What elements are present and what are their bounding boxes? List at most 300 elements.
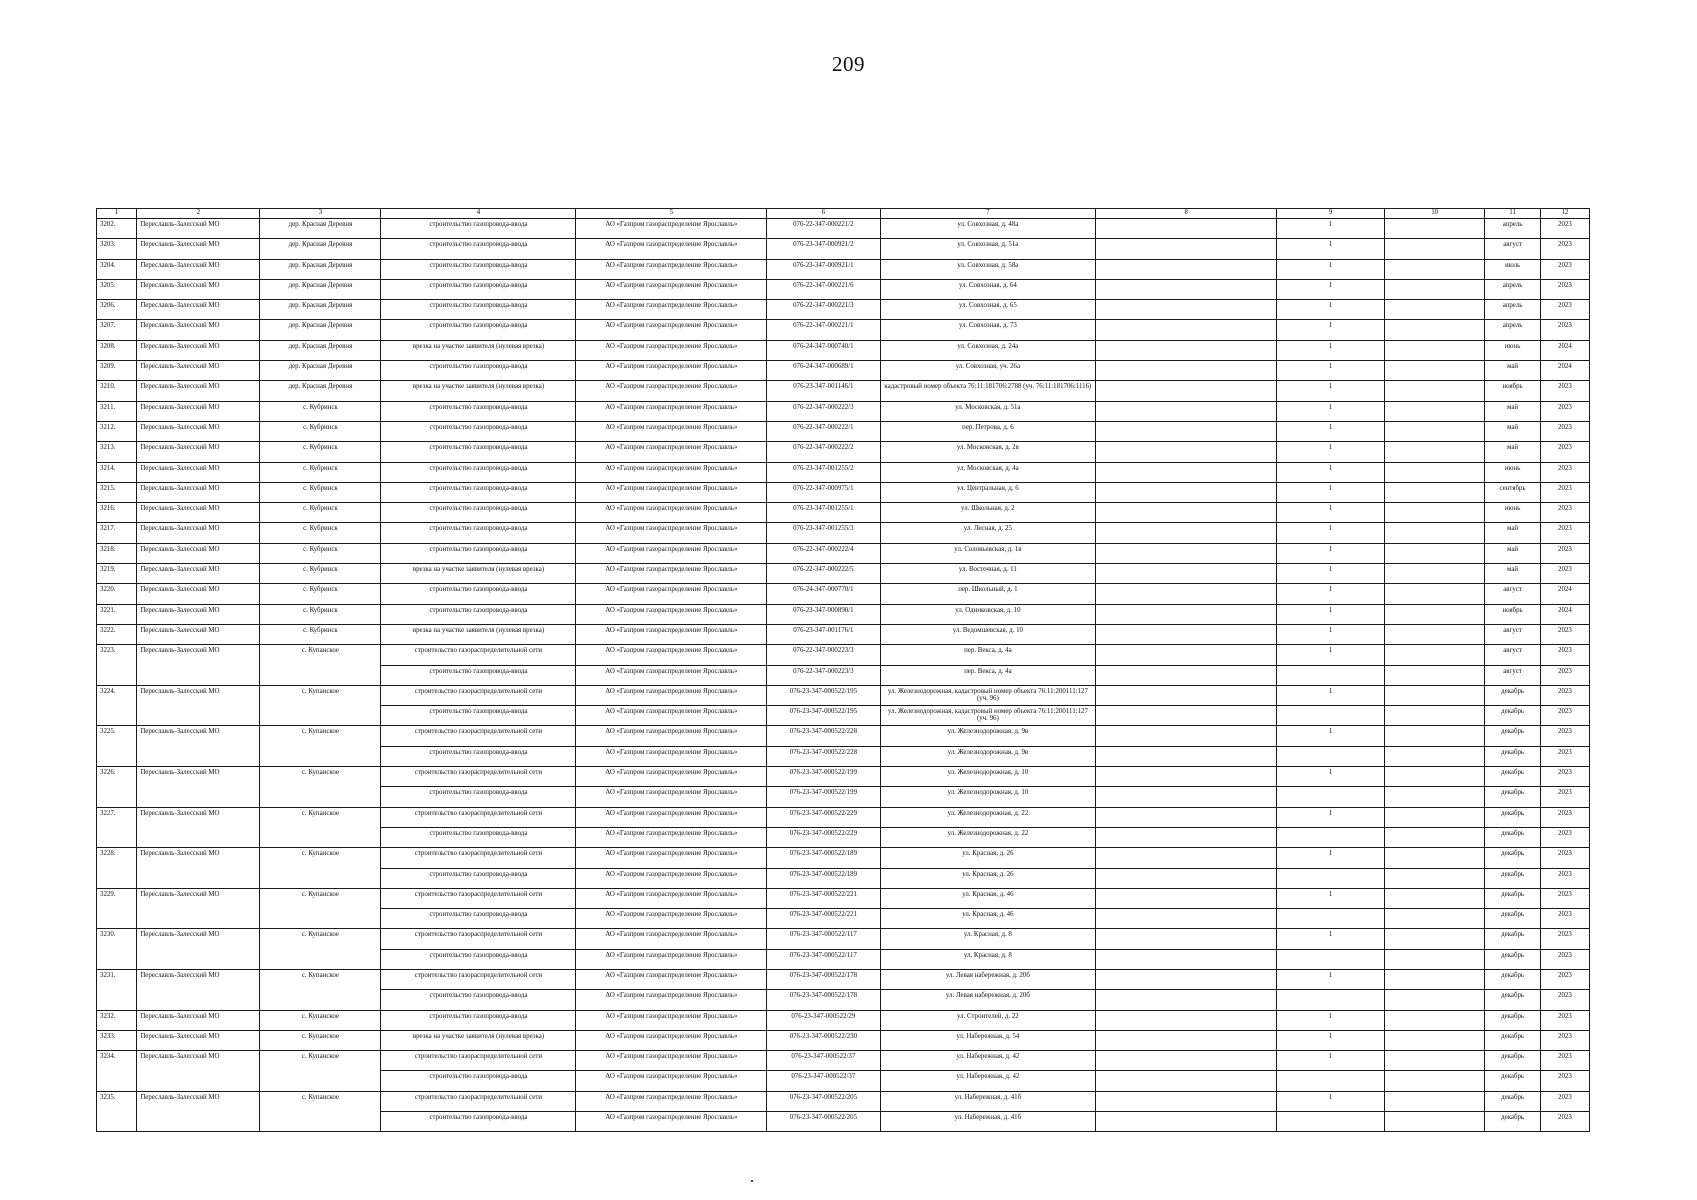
year: 2023 — [1540, 279, 1589, 299]
month: май — [1485, 421, 1541, 441]
document-number: 076-23-347-000522/189 — [767, 848, 880, 868]
document-number: 076-22-347-000223/3 — [767, 665, 880, 685]
quantity — [1277, 1112, 1385, 1132]
column-8-cell — [1096, 665, 1277, 685]
document-number: 076-22-347-000222/4 — [767, 543, 880, 563]
organization: АО «Газпром газораспределение Ярославль» — [576, 320, 767, 340]
year: 2023 — [1540, 868, 1589, 888]
organization: АО «Газпром газораспределение Ярославль» — [576, 909, 767, 929]
column-10-cell — [1385, 888, 1485, 908]
work-type: строительство газопровода-ввода — [381, 787, 576, 807]
month: сентябрь — [1485, 482, 1541, 502]
organization: АО «Газпром газораспределение Ярославль» — [576, 1112, 767, 1132]
document-number: 076-22-347-000222/3 — [767, 401, 880, 421]
column-header: 11 — [1485, 209, 1541, 219]
entry-number: 3233. — [97, 1030, 137, 1050]
quantity: 1 — [1277, 401, 1385, 421]
address: пер. Школьный, д. 1 — [880, 584, 1096, 604]
work-type: строительство газопровода-ввода — [381, 543, 576, 563]
settlement: дер. Красная Деревня — [260, 300, 381, 320]
column-10-cell — [1385, 604, 1485, 624]
month: декабрь — [1485, 746, 1541, 766]
table-row — [97, 1010, 1590, 1030]
column-8-cell — [1096, 523, 1277, 543]
quantity: 1 — [1277, 442, 1385, 462]
month: июнь — [1485, 340, 1541, 360]
settlement: с. Купанское — [260, 767, 381, 808]
quantity: 1 — [1277, 259, 1385, 279]
address: ул. Красная, д. 26 — [880, 848, 1096, 868]
month: декабрь — [1485, 807, 1541, 827]
quantity: 1 — [1277, 685, 1385, 705]
settlement: с. Купанское — [260, 1051, 381, 1092]
month: август — [1485, 624, 1541, 644]
year: 2023 — [1540, 909, 1589, 929]
organization: АО «Газпром газораспределение Ярославль» — [576, 381, 767, 401]
column-8-cell — [1096, 482, 1277, 502]
year: 2023 — [1540, 1071, 1589, 1091]
organization: АО «Газпром газораспределение Ярославль» — [576, 665, 767, 685]
work-type: врезка на участке заявителя (нулевая врезка) — [381, 624, 576, 644]
month: декабрь — [1485, 1091, 1541, 1111]
table-row — [97, 624, 1590, 644]
municipality: Переславль-Залесский МО — [137, 807, 260, 848]
municipality: Переславль-Залесский МО — [137, 969, 260, 1010]
table-row — [97, 300, 1590, 320]
year: 2023 — [1540, 787, 1589, 807]
column-8-cell — [1096, 990, 1277, 1010]
address: ул. Железнодорожная, д. 9в — [880, 726, 1096, 746]
settlement: дер. Красная Деревня — [260, 219, 381, 239]
column-10-cell — [1385, 543, 1485, 563]
column-10-cell — [1385, 320, 1485, 340]
organization: АО «Газпром газораспределение Ярославль» — [576, 645, 767, 665]
settlement: с. Купанское — [260, 848, 381, 889]
document-number: 076-23-347-000522/178 — [767, 990, 880, 1010]
month: декабрь — [1485, 969, 1541, 989]
document-number: 076-23-347-000522/230 — [767, 1030, 880, 1050]
document-number: 076-23-347-000921/2 — [767, 239, 880, 259]
column-10-cell — [1385, 726, 1485, 746]
column-8-cell — [1096, 442, 1277, 462]
municipality: Переславль-Залесский МО — [137, 523, 260, 543]
column-10-cell — [1385, 685, 1485, 705]
quantity — [1277, 1071, 1385, 1091]
municipality: Переславль-Залесский МО — [137, 279, 260, 299]
column-8-cell — [1096, 868, 1277, 888]
settlement: с. Купанское — [260, 969, 381, 1010]
column-8-cell — [1096, 584, 1277, 604]
work-type: строительство газопровода-ввода — [381, 949, 576, 969]
month: декабрь — [1485, 1071, 1541, 1091]
month: май — [1485, 442, 1541, 462]
municipality: Переславль-Залесский МО — [137, 604, 260, 624]
table-row — [97, 340, 1590, 360]
year: 2023 — [1540, 401, 1589, 421]
column-8-cell — [1096, 340, 1277, 360]
column-10-cell — [1385, 239, 1485, 259]
quantity: 1 — [1277, 523, 1385, 543]
column-10-cell — [1385, 868, 1485, 888]
address: ул. Железнодорожная, д. 9в — [880, 746, 1096, 766]
municipality: Переславль-Залесский МО — [137, 482, 260, 502]
document-number: 076-23-347-000522/117 — [767, 949, 880, 969]
table-row — [97, 482, 1590, 502]
address: ул. Красная, д. 46 — [880, 909, 1096, 929]
year: 2023 — [1540, 807, 1589, 827]
work-type: строительство газопровода-ввода — [381, 259, 576, 279]
column-header: 9 — [1277, 209, 1385, 219]
settlement: с. Кубринск — [260, 604, 381, 624]
work-type: строительство газопровода-ввода — [381, 990, 576, 1010]
organization: АО «Газпром газораспределение Ярославль» — [576, 239, 767, 259]
address: ул. Красная, д. 8 — [880, 929, 1096, 949]
address: ул. Восточная, д. 11 — [880, 564, 1096, 584]
month: декабрь — [1485, 1051, 1541, 1071]
settlement: с. Купанское — [260, 645, 381, 686]
year: 2023 — [1540, 219, 1589, 239]
settlement: с. Кубринск — [260, 482, 381, 502]
document-number: 076-23-347-000890/1 — [767, 604, 880, 624]
year: 2023 — [1540, 543, 1589, 563]
year: 2023 — [1540, 1051, 1589, 1071]
column-8-cell — [1096, 300, 1277, 320]
organization: АО «Газпром газораспределение Ярославль» — [576, 949, 767, 969]
quantity — [1277, 665, 1385, 685]
document-number: 076-23-347-000921/1 — [767, 259, 880, 279]
column-10-cell — [1385, 381, 1485, 401]
month: апрель — [1485, 320, 1541, 340]
address: ул. Совхозная, д. 64 — [880, 279, 1096, 299]
quantity: 1 — [1277, 807, 1385, 827]
year: 2023 — [1540, 1112, 1589, 1132]
column-8-cell — [1096, 746, 1277, 766]
address: ул. Совхозная, д. 51а — [880, 239, 1096, 259]
work-type: строительство газопровода-ввода — [381, 584, 576, 604]
municipality: Переславль-Залесский МО — [137, 300, 260, 320]
quantity — [1277, 990, 1385, 1010]
table-row — [97, 361, 1590, 381]
page-number: 209 — [832, 52, 865, 76]
entry-number: 3227. — [97, 807, 137, 848]
work-type: врезка на участке заявителя (нулевая врезка) — [381, 1030, 576, 1050]
address: ул. Набережная, д. 41б — [880, 1091, 1096, 1111]
address: ул. Набережная, д. 42 — [880, 1071, 1096, 1091]
column-8-cell — [1096, 706, 1277, 726]
municipality: Переславль-Залесский МО — [137, 685, 260, 726]
year: 2024 — [1540, 361, 1589, 381]
column-number-row — [97, 209, 1590, 219]
month: июнь — [1485, 462, 1541, 482]
column-8-cell — [1096, 543, 1277, 563]
document-number: 076-22-347-000222/1 — [767, 421, 880, 441]
quantity: 1 — [1277, 361, 1385, 381]
column-8-cell — [1096, 401, 1277, 421]
column-10-cell — [1385, 848, 1485, 868]
table-row — [97, 645, 1590, 665]
document-number: 076-23-347-000522/199 — [767, 787, 880, 807]
year: 2023 — [1540, 767, 1589, 787]
municipality: Переславль-Залесский МО — [137, 645, 260, 686]
address: ул. Ведомшевская, д. 10 — [880, 624, 1096, 644]
quantity: 1 — [1277, 381, 1385, 401]
organization: АО «Газпром газораспределение Ярославль» — [576, 259, 767, 279]
year: 2023 — [1540, 381, 1589, 401]
table-row — [97, 239, 1590, 259]
column-8-cell — [1096, 726, 1277, 746]
quantity: 1 — [1277, 219, 1385, 239]
entry-number: 3221. — [97, 604, 137, 624]
organization: АО «Газпром газораспределение Ярославль» — [576, 543, 767, 563]
quantity — [1277, 787, 1385, 807]
month: декабрь — [1485, 1112, 1541, 1132]
year: 2023 — [1540, 848, 1589, 868]
settlement: дер. Красная Деревня — [260, 340, 381, 360]
table-row — [97, 604, 1590, 624]
table-row — [97, 462, 1590, 482]
entry-number: 3225. — [97, 726, 137, 767]
month: декабрь — [1485, 929, 1541, 949]
entry-number: 3204. — [97, 259, 137, 279]
organization: АО «Газпром газораспределение Ярославль» — [576, 706, 767, 726]
column-10-cell — [1385, 1010, 1485, 1030]
document-number: 076-23-347-000522/199 — [767, 767, 880, 787]
work-type: строительство газораспределительной сети — [381, 726, 576, 746]
entry-number: 3216. — [97, 503, 137, 523]
work-type: строительство газопровода-ввода — [381, 421, 576, 441]
month: май — [1485, 564, 1541, 584]
column-10-cell — [1385, 706, 1485, 726]
column-10-cell — [1385, 909, 1485, 929]
organization: АО «Газпром газораспределение Ярославль» — [576, 442, 767, 462]
document-number: 076-23-347-000522/37 — [767, 1071, 880, 1091]
column-8-cell — [1096, 259, 1277, 279]
month: ноябрь — [1485, 381, 1541, 401]
document-number: 076-23-347-000522/195 — [767, 685, 880, 705]
quantity: 1 — [1277, 645, 1385, 665]
address: ул. Красная, д. 46 — [880, 888, 1096, 908]
municipality: Переславль-Залесский МО — [137, 543, 260, 563]
year: 2023 — [1540, 990, 1589, 1010]
organization: АО «Газпром газораспределение Ярославль» — [576, 584, 767, 604]
entry-number: 3203. — [97, 239, 137, 259]
municipality: Переславль-Залесский МО — [137, 442, 260, 462]
document-number: 076-23-347-000522/178 — [767, 969, 880, 989]
settlement: дер. Красная Деревня — [260, 320, 381, 340]
municipality: Переславль-Залесский МО — [137, 929, 260, 970]
document-number: 076-22-347-000975/1 — [767, 482, 880, 502]
table-row — [97, 888, 1590, 908]
document-number: 076-23-347-001176/1 — [767, 624, 880, 644]
municipality: Переславль-Залесский МО — [137, 259, 260, 279]
organization: АО «Газпром газораспределение Ярославль» — [576, 827, 767, 847]
column-10-cell — [1385, 949, 1485, 969]
municipality: Переславль-Залесский МО — [137, 361, 260, 381]
column-header: 7 — [880, 209, 1096, 219]
month: май — [1485, 401, 1541, 421]
organization: АО «Газпром газораспределение Ярославль» — [576, 1010, 767, 1030]
settlement: с. Кубринск — [260, 462, 381, 482]
table-row — [97, 381, 1590, 401]
document-number: 076-23-347-000522/229 — [767, 827, 880, 847]
entry-number: 3202. — [97, 219, 137, 239]
municipality: Переславль-Залесский МО — [137, 219, 260, 239]
entry-number: 3218. — [97, 543, 137, 563]
quantity: 1 — [1277, 421, 1385, 441]
document-number: 076-24-347-000770/1 — [767, 584, 880, 604]
entry-number: 3207. — [97, 320, 137, 340]
entry-number: 3215. — [97, 482, 137, 502]
quantity — [1277, 827, 1385, 847]
entry-number: 3219. — [97, 564, 137, 584]
work-type: строительство газораспределительной сети — [381, 1091, 576, 1111]
work-type: строительство газопровода-ввода — [381, 909, 576, 929]
document-number: 076-23-347-000522/228 — [767, 726, 880, 746]
municipality: Переславль-Залесский МО — [137, 421, 260, 441]
year: 2023 — [1540, 949, 1589, 969]
column-8-cell — [1096, 767, 1277, 787]
settlement: с. Купанское — [260, 807, 381, 848]
work-type: строительство газопровода-ввода — [381, 665, 576, 685]
month: декабрь — [1485, 949, 1541, 969]
address: ул. Совхозная, д. 48а — [880, 219, 1096, 239]
organization: АО «Газпром газораспределение Ярославль» — [576, 929, 767, 949]
month: декабрь — [1485, 685, 1541, 705]
organization: АО «Газпром газораспределение Ярославль» — [576, 219, 767, 239]
column-10-cell — [1385, 746, 1485, 766]
work-type: строительство газопровода-ввода — [381, 604, 576, 624]
work-type: строительство газопровода-ввода — [381, 462, 576, 482]
table-row — [97, 279, 1590, 299]
column-8-cell — [1096, 685, 1277, 705]
column-10-cell — [1385, 219, 1485, 239]
year: 2023 — [1540, 888, 1589, 908]
table-row — [97, 219, 1590, 239]
work-type: строительство газопровода-ввода — [381, 239, 576, 259]
year: 2023 — [1540, 726, 1589, 746]
column-10-cell — [1385, 442, 1485, 462]
column-8-cell — [1096, 969, 1277, 989]
document-number: 076-23-347-000522/221 — [767, 888, 880, 908]
organization: АО «Газпром газораспределение Ярославль» — [576, 969, 767, 989]
register-body — [97, 219, 1590, 1132]
settlement: с. Кубринск — [260, 421, 381, 441]
column-8-cell — [1096, 827, 1277, 847]
organization: АО «Газпром газораспределение Ярославль» — [576, 1030, 767, 1050]
work-type: строительство газораспределительной сети — [381, 685, 576, 705]
address: ул. Совхозная, д. 65 — [880, 300, 1096, 320]
address: ул. Набережная, д. 54 — [880, 1030, 1096, 1050]
settlement: с. Кубринск — [260, 564, 381, 584]
quantity: 1 — [1277, 543, 1385, 563]
settlement: с. Кубринск — [260, 503, 381, 523]
work-type: строительство газопровода-ввода — [381, 1112, 576, 1132]
column-10-cell — [1385, 1091, 1485, 1111]
document-number: 076-22-347-000223/3 — [767, 645, 880, 665]
quantity — [1277, 868, 1385, 888]
quantity: 1 — [1277, 239, 1385, 259]
column-10-cell — [1385, 1051, 1485, 1071]
table-row — [97, 543, 1590, 563]
column-10-cell — [1385, 929, 1485, 949]
organization: АО «Газпром газораспределение Ярославль» — [576, 340, 767, 360]
column-10-cell — [1385, 482, 1485, 502]
table-row — [97, 807, 1590, 827]
column-10-cell — [1385, 767, 1485, 787]
column-10-cell — [1385, 564, 1485, 584]
month: июль — [1485, 259, 1541, 279]
organization: АО «Газпром газораспределение Ярославль» — [576, 848, 767, 868]
entry-number: 3209. — [97, 361, 137, 381]
document-number: 076-22-347-000222/5 — [767, 564, 880, 584]
work-type: строительство газораспределительной сети — [381, 767, 576, 787]
entry-number: 3223. — [97, 645, 137, 686]
quantity: 1 — [1277, 279, 1385, 299]
document-number: 076-23-347-000522/37 — [767, 1051, 880, 1071]
column-10-cell — [1385, 340, 1485, 360]
quantity: 1 — [1277, 300, 1385, 320]
settlement: с. Купанское — [260, 1091, 381, 1132]
document-number: 076-23-347-000522/229 — [767, 807, 880, 827]
year: 2023 — [1540, 1030, 1589, 1050]
municipality: Переславль-Залесский МО — [137, 462, 260, 482]
table-row — [97, 503, 1590, 523]
column-header: 10 — [1385, 209, 1485, 219]
organization: АО «Газпром газораспределение Ярославль» — [576, 868, 767, 888]
organization: АО «Газпром газораспределение Ярославль» — [576, 361, 767, 381]
table-row — [97, 1051, 1590, 1071]
work-type: строительство газопровода-ввода — [381, 361, 576, 381]
month: декабрь — [1485, 726, 1541, 746]
year: 2023 — [1540, 1010, 1589, 1030]
entry-number: 3214. — [97, 462, 137, 482]
work-type: врезка на участке заявителя (нулевая врезка) — [381, 381, 576, 401]
column-8-cell — [1096, 1051, 1277, 1071]
table-row — [97, 726, 1590, 746]
work-type: строительство газораспределительной сети — [381, 1051, 576, 1071]
year: 2023 — [1540, 969, 1589, 989]
settlement: с. Кубринск — [260, 401, 381, 421]
year: 2023 — [1540, 239, 1589, 259]
month: июнь — [1485, 503, 1541, 523]
column-header: 3 — [260, 209, 381, 219]
settlement: с. Кубринск — [260, 523, 381, 543]
address: ул. Совхозная, д. 58а — [880, 259, 1096, 279]
settlement: с. Купанское — [260, 726, 381, 767]
year: 2023 — [1540, 564, 1589, 584]
table-row — [97, 584, 1590, 604]
entry-number: 3222. — [97, 624, 137, 644]
document-number: 076-22-347-000221/1 — [767, 320, 880, 340]
quantity: 1 — [1277, 1030, 1385, 1050]
year: 2023 — [1540, 320, 1589, 340]
work-type: строительство газопровода-ввода — [381, 868, 576, 888]
column-8-cell — [1096, 909, 1277, 929]
month: декабрь — [1485, 888, 1541, 908]
address: ул. Железнодорожная, д. 10 — [880, 767, 1096, 787]
year: 2024 — [1540, 340, 1589, 360]
year: 2023 — [1540, 523, 1589, 543]
year: 2023 — [1540, 665, 1589, 685]
address: ул. Московская, д. 4а — [880, 462, 1096, 482]
municipality: Переславль-Залесский МО — [137, 340, 260, 360]
organization: АО «Газпром газораспределение Ярославль» — [576, 746, 767, 766]
organization: АО «Газпром газораспределение Ярославль» — [576, 767, 767, 787]
address: ул. Центральная, д. 6 — [880, 482, 1096, 502]
column-8-cell — [1096, 645, 1277, 665]
organization: АО «Газпром газораспределение Ярославль» — [576, 401, 767, 421]
organization: АО «Газпром газораспределение Ярославль» — [576, 523, 767, 543]
